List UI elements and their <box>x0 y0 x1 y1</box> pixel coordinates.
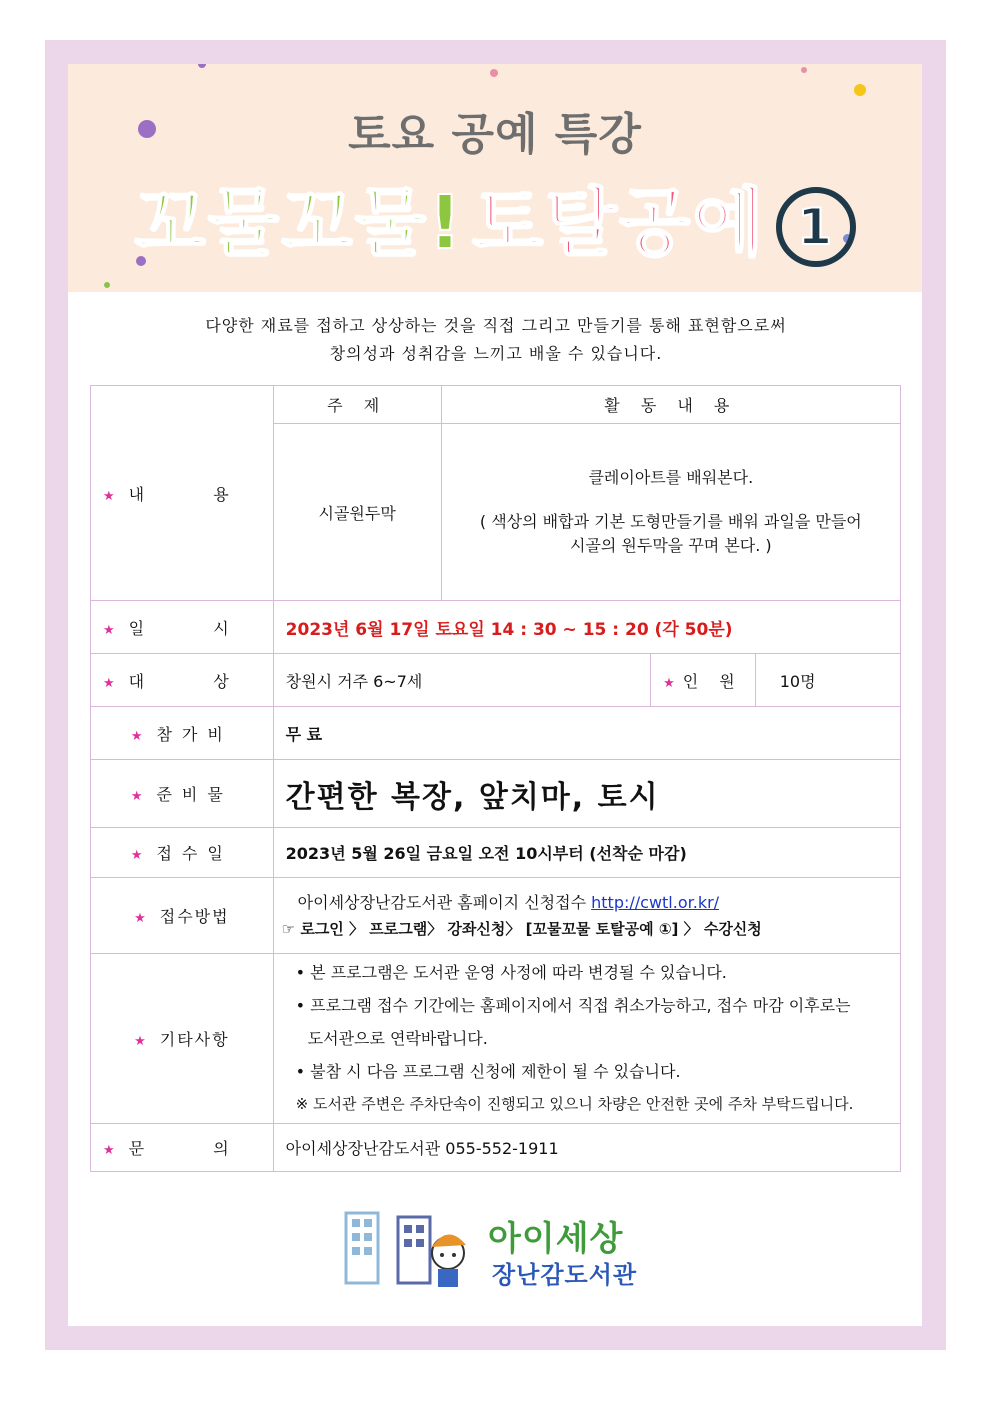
decor-dot <box>198 64 206 68</box>
datetime-label: ★ 일 시 <box>91 601 274 654</box>
reg-date-value: 2023년 5월 26일 금요일 오전 10시부터 (선착순 마감) <box>273 828 900 878</box>
activity-line: 클레이아트를 배워본다. <box>588 468 754 487</box>
homepage-link[interactable]: http://cwtl.or.kr/ <box>591 892 720 912</box>
target-value: 창원시 거주 6~7세 <box>273 654 650 707</box>
star-icon: ★ <box>134 911 146 926</box>
decor-dot <box>801 67 807 73</box>
fee-value: 무 료 <box>273 707 900 760</box>
topic-value: 시골원두막 <box>273 424 441 601</box>
star-icon: ★ <box>103 622 115 638</box>
library-logo <box>340 1205 660 1295</box>
star-icon: ★ <box>130 789 143 804</box>
supplies-value: 간편한 복장, 앞치마, 토시 <box>273 760 900 828</box>
target-label: ★ 대 상 <box>91 654 274 707</box>
fee-label: ★ 참가비 <box>91 707 274 760</box>
etc-item: • 프로그램 접수 기간에는 홈페이지에서 직접 취소가능하고, 접수 마감 이후로는 <box>295 996 851 1015</box>
star-icon: ★ <box>130 848 143 863</box>
supplies-label: ★ 준비물 <box>91 760 274 828</box>
inquiry-value: 아이세상장난감도서관 055-552-1911 <box>273 1124 900 1172</box>
etc-item: • 불참 시 다음 프로그램 신청에 제한이 될 수 있습니다. <box>295 1062 681 1081</box>
content-label: ★ 내 용 <box>91 386 274 601</box>
etc-note: ※ 도서관 주변은 주차단속이 진행되고 있으니 차량은 안전한 곳에 주차 부탁드립니다. <box>295 1095 854 1113</box>
decor-dot <box>490 69 498 77</box>
decor-dot <box>104 282 110 288</box>
intro-text <box>90 312 902 368</box>
reg-method-value <box>273 878 900 954</box>
etc-value <box>273 954 900 1124</box>
title-part1: 꼬물꼬물! <box>134 180 464 266</box>
logo-name: 아이세상 <box>488 1219 624 1259</box>
title-number: 1 <box>776 187 856 267</box>
activity-line: ( 색상의 배합과 기본 도형만들기를 배워 과일을 만들어 <box>479 512 862 531</box>
topic-header: 주 제 <box>273 386 441 424</box>
inquiry-label: ★ 문 의 <box>91 1124 274 1172</box>
activity-line: 시골의 원두막을 꾸며 본다. ) <box>569 536 772 555</box>
logo-subname: 장난감도서관 <box>492 1261 638 1289</box>
reg-date-label: ★ 접수일 <box>91 828 274 878</box>
header-banner <box>68 64 922 292</box>
activity-header: 활 동 내 용 <box>441 386 900 424</box>
intro-line: 창의성과 성취감을 느끼고 배울 수 있습니다. <box>329 344 663 363</box>
star-icon: ★ <box>134 1034 146 1049</box>
datetime-value: 2023년 6월 17일 토요일 14 : 30 ~ 15 : 20 (각 50분) <box>273 601 900 654</box>
star-icon: ★ <box>103 675 115 691</box>
reg-method-label: ★ 접수방법 <box>91 878 274 954</box>
etc-item: 도서관으로 연락바랍니다. <box>307 1029 488 1048</box>
star-icon: ★ <box>103 1143 115 1158</box>
capacity-label: ★ 인 원 <box>651 654 756 707</box>
star-icon: ★ <box>130 728 143 744</box>
event-title <box>68 164 922 270</box>
reg-method-steps: ☞ 로그인 〉 프로그램〉 강좌신청〉 [꼬물꼬물 토탈공예 ①] 〉 수강신청 <box>281 919 762 938</box>
star-icon: ★ <box>103 488 115 504</box>
star-icon: ★ <box>663 675 675 691</box>
event-subtitle: 토요 공예 특강 <box>348 109 642 160</box>
decor-dot <box>854 84 866 96</box>
etc-label: ★ 기타사항 <box>91 954 274 1124</box>
intro-line: 다양한 재료를 접하고 상상하는 것을 직접 그리고 만들기를 통해 표현함으로써 <box>205 316 787 335</box>
title-part2: 토탈공예 <box>471 180 766 266</box>
reg-method-text: 아이세상장난감도서관 홈페이지 신청접수 <box>297 892 592 912</box>
capacity-value: 10명 <box>755 654 900 707</box>
info-table <box>90 385 901 1172</box>
etc-item: • 본 프로그램은 도서관 운영 사정에 따라 변경될 수 있습니다. <box>295 963 727 982</box>
activity-value <box>441 424 900 601</box>
